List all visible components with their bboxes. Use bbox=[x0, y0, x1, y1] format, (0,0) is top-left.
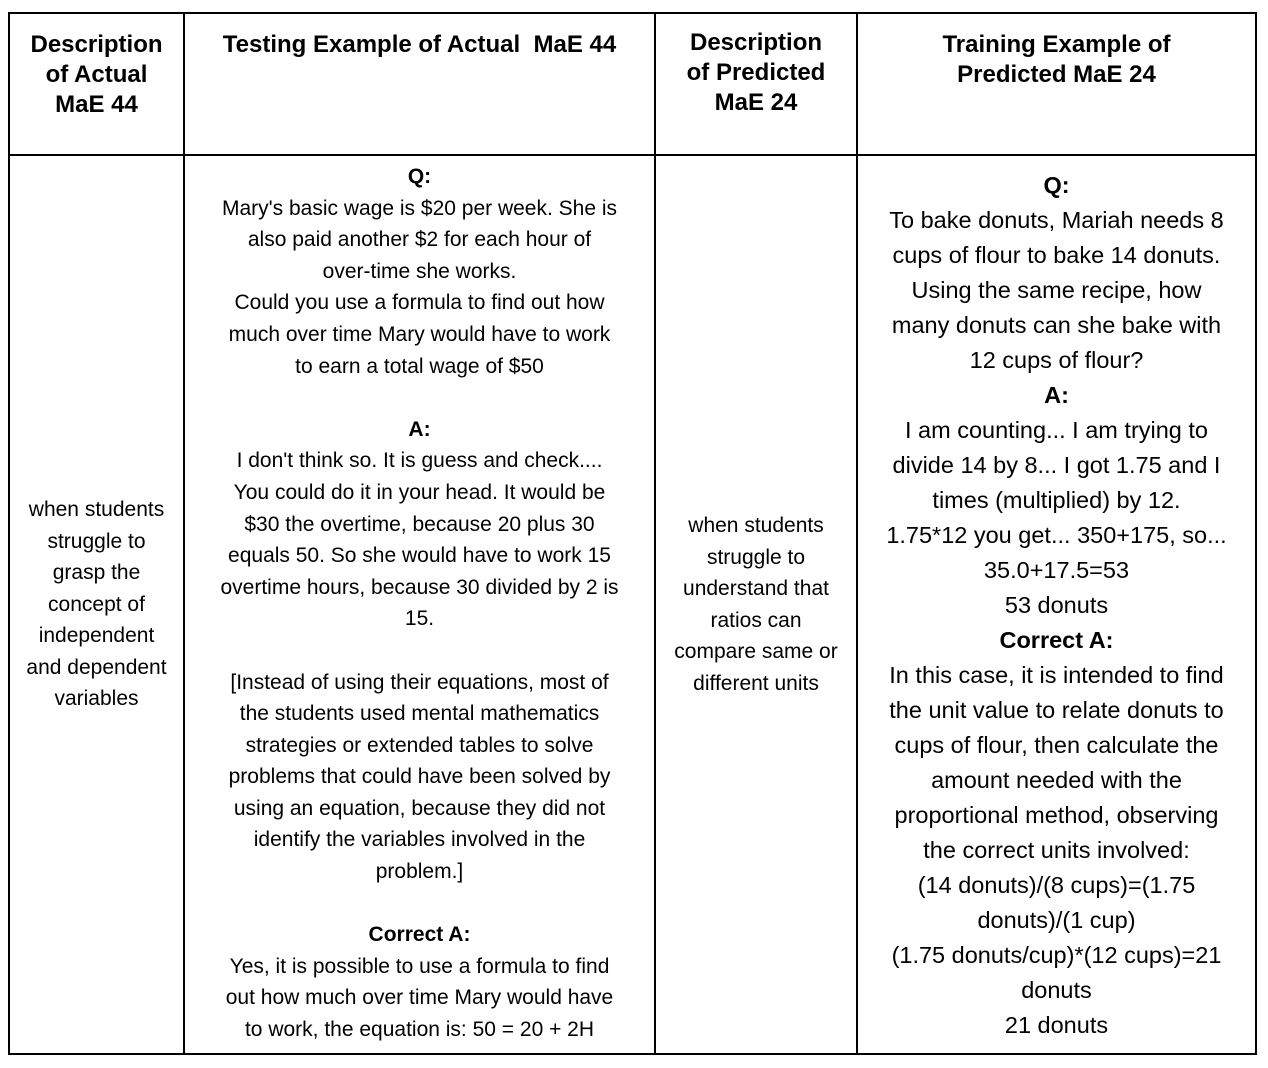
training-answer-line: divide 14 by 8... I got 1.75 and I bbox=[892, 452, 1221, 478]
training-answer-line: I am counting... I am trying to bbox=[904, 417, 1209, 443]
testing-answer-line: You could do it in your head. It would be bbox=[233, 480, 606, 504]
actual-description-line: and dependent bbox=[26, 655, 167, 679]
testing-answer-line: $30 the overtime, because 20 plus 30 bbox=[244, 512, 595, 536]
header-testing-example: Testing Example of Actual MaE 44 bbox=[184, 13, 655, 155]
testing-question-line: also paid another $2 for each hour of bbox=[247, 228, 592, 252]
training-answer-line: 35.0+17.5=53 bbox=[983, 557, 1130, 583]
training-correct-line: the correct units involved: bbox=[923, 837, 1190, 863]
testing-answer-label: A: bbox=[408, 417, 431, 441]
training-correct-label: Correct A: bbox=[999, 627, 1114, 653]
testing-question-line: Mary's basic wage is $20 per week. She is bbox=[221, 196, 618, 220]
predicted-description-line: compare same or bbox=[674, 640, 838, 663]
testing-example-cell bbox=[184, 155, 655, 1054]
training-answer-line: 1.75*12 you get... 350+175, so... bbox=[886, 522, 1227, 548]
predicted-description-line: struggle to bbox=[706, 545, 806, 569]
training-answer-label: A: bbox=[1044, 382, 1069, 408]
training-correct-line: (1.75 donuts/cup)*(12 cups)=21 bbox=[891, 942, 1222, 968]
testing-question-line: to earn a total wage of $50 bbox=[295, 354, 544, 378]
testing-note-line: problems that could have been solved by bbox=[228, 765, 611, 789]
testing-question-label: Q: bbox=[407, 165, 432, 188]
training-correct-line: donuts bbox=[1021, 977, 1092, 1003]
training-question-label: Q: bbox=[1043, 172, 1070, 198]
training-correct-line: amount needed with the bbox=[931, 767, 1182, 793]
testing-answer-line: equals 50. So she would have to work 15 bbox=[228, 544, 611, 568]
predicted-description-cell bbox=[655, 155, 857, 1054]
content-row bbox=[9, 155, 1256, 1054]
training-correct-line: 21 donuts bbox=[1004, 1012, 1109, 1038]
testing-question-line: Could you use a formula to find out how bbox=[234, 291, 605, 315]
actual-description-line: grasp the bbox=[52, 561, 141, 585]
testing-question-line: over-time she works. bbox=[322, 259, 517, 283]
training-question-line: 12 cups of flour? bbox=[969, 347, 1144, 373]
testing-answer-line: I don't think so. It is guess and check.... bbox=[236, 449, 603, 473]
training-question-line: To bake donuts, Mariah needs 8 bbox=[889, 207, 1224, 233]
training-answer-line: 53 donuts bbox=[1004, 592, 1109, 618]
header-predicted-description: Description of Predicted MaE 24 bbox=[655, 13, 857, 155]
training-correct-line: donuts)/(1 cup) bbox=[977, 907, 1136, 933]
actual-description-line: variables bbox=[54, 687, 139, 711]
actual-description-line: struggle to bbox=[47, 529, 146, 553]
spacer bbox=[185, 635, 654, 667]
testing-note-line: strategies or extended tables to solve bbox=[245, 733, 594, 757]
actual-description-cell bbox=[9, 155, 184, 1054]
training-correct-line: the unit value to relate donuts to bbox=[889, 697, 1224, 723]
testing-answer-line: overtime hours, because 30 divided by 2 is bbox=[220, 575, 619, 599]
predicted-description-line: understand that bbox=[683, 577, 829, 600]
predicted-description-line: different units bbox=[693, 671, 819, 695]
header-row bbox=[9, 13, 1256, 155]
testing-correct-line: out how much over time Mary would have bbox=[225, 986, 614, 1010]
predicted-description-line: ratios can bbox=[710, 608, 802, 632]
training-question-line: Using the same recipe, how bbox=[911, 277, 1202, 303]
training-correct-line: proportional method, observing bbox=[894, 802, 1219, 828]
actual-description-line: concept of bbox=[48, 592, 145, 616]
training-correct-line: (14 donuts)/(8 cups)=(1.75 bbox=[917, 872, 1196, 898]
spacer bbox=[185, 888, 654, 920]
testing-correct-line: to work, the equation is: 50 = 20 + 2H bbox=[244, 1018, 595, 1042]
training-answer-line: times (multiplied) by 12. bbox=[932, 487, 1181, 513]
testing-answer-line: 15. bbox=[404, 607, 435, 631]
training-correct-line: In this case, it is intended to find bbox=[889, 662, 1224, 688]
actual-description-line: independent bbox=[38, 624, 155, 648]
testing-note-line: the students used mental mathematics bbox=[239, 702, 600, 726]
training-question-line: cups of flour to bake 14 donuts. bbox=[892, 242, 1221, 268]
testing-correct-label: Correct A: bbox=[368, 923, 471, 947]
actual-description-line: when students bbox=[28, 498, 165, 522]
header-training-example: Training Example of Predicted MaE 24 bbox=[857, 13, 1256, 155]
testing-correct-line: Yes, it is possible to use a formula to find bbox=[229, 954, 610, 978]
predicted-description-line: when students bbox=[688, 514, 824, 537]
spacer bbox=[185, 382, 654, 414]
testing-note-line: identify the variables involved in the bbox=[253, 828, 586, 852]
training-correct-line: cups of flour, then calculate the bbox=[894, 732, 1219, 758]
training-question-line: many donuts can she bake with bbox=[891, 312, 1222, 338]
testing-note-line: [Instead of using their equations, most of bbox=[230, 670, 609, 694]
training-example-cell bbox=[857, 155, 1256, 1054]
testing-question-line: much over time Mary would have to work bbox=[228, 322, 611, 346]
testing-note-line: problem.] bbox=[375, 860, 464, 884]
comparison-table bbox=[8, 12, 1257, 1055]
testing-note-line: using an equation, because they did not bbox=[233, 796, 606, 820]
header-actual-description: Description of Actual MaE 44 bbox=[9, 13, 184, 155]
